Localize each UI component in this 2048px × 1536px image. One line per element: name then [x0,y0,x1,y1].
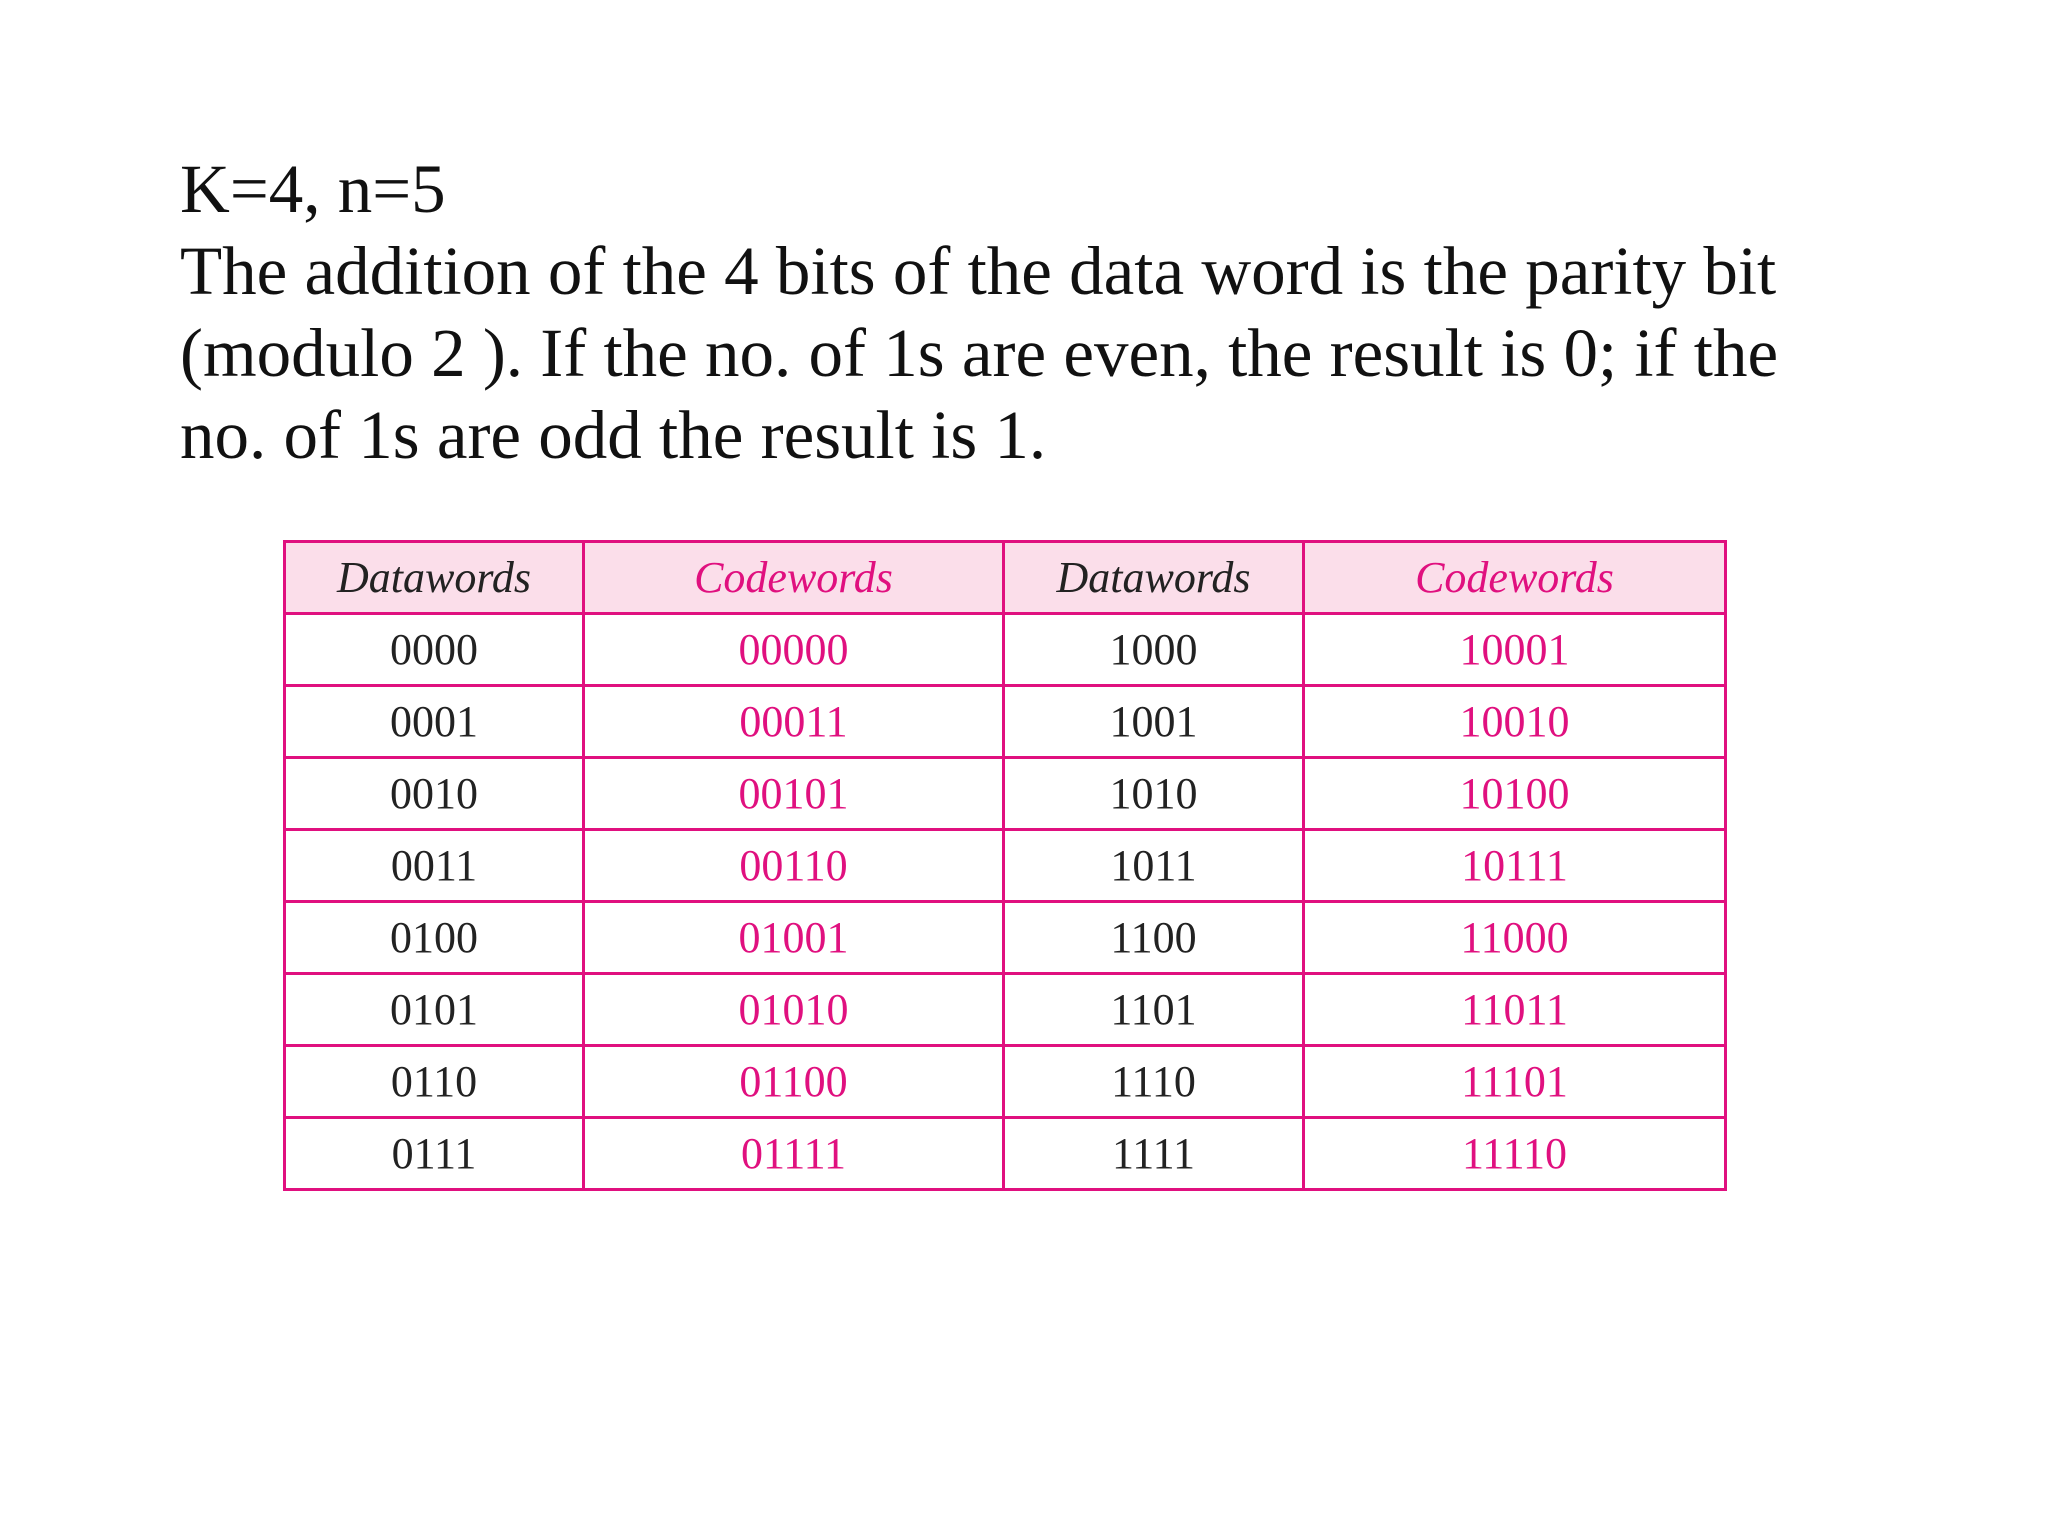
table-row [285,758,1726,830]
parity-description: The addition of the 4 bits of the data word is the parity bit (modulo 2 ). If the no. of 1s are even, the result is 0; if the no. of 1s are odd the result is 1. [180,233,1779,473]
table-header-row [285,542,1726,614]
codeword-cell: 10100 [1304,758,1726,830]
table-row [285,614,1726,686]
dataword-cell: 1001 [1004,686,1304,758]
header-datawords: Datawords [285,542,584,614]
parameters-line: K=4, n=5 [180,151,446,227]
dataword-cell: 1110 [1004,1046,1304,1118]
codeword-cell: 01100 [584,1046,1004,1118]
table-row [285,1118,1726,1190]
dataword-cell: 0100 [285,902,584,974]
table-row [285,830,1726,902]
codeword-cell: 00101 [584,758,1004,830]
dataword-cell: 1011 [1004,830,1304,902]
codeword-cell: 10010 [1304,686,1726,758]
slide-body [180,148,1880,476]
table-row [285,974,1726,1046]
codeword-cell: 01111 [584,1118,1004,1190]
parity-code-table [283,540,1727,1191]
codeword-cell: 11000 [1304,902,1726,974]
codeword-cell: 00110 [584,830,1004,902]
dataword-cell: 0010 [285,758,584,830]
dataword-cell: 1000 [1004,614,1304,686]
dataword-cell: 0000 [285,614,584,686]
codeword-cell: 01001 [584,902,1004,974]
table-row [285,902,1726,974]
dataword-cell: 0111 [285,1118,584,1190]
dataword-cell: 1010 [1004,758,1304,830]
codeword-cell: 00011 [584,686,1004,758]
table-row [285,686,1726,758]
dataword-cell: 0101 [285,974,584,1046]
codeword-cell: 11011 [1304,974,1726,1046]
header-codewords: Codewords [1304,542,1726,614]
header-codewords: Codewords [584,542,1004,614]
dataword-cell: 1101 [1004,974,1304,1046]
codeword-cell: 11101 [1304,1046,1726,1118]
table-row [285,1046,1726,1118]
dataword-cell: 1100 [1004,902,1304,974]
codeword-cell: 10001 [1304,614,1726,686]
codeword-cell: 10111 [1304,830,1726,902]
dataword-cell: 0001 [285,686,584,758]
dataword-cell: 0011 [285,830,584,902]
dataword-cell: 0110 [285,1046,584,1118]
codeword-cell: 01010 [584,974,1004,1046]
codeword-cell: 11110 [1304,1118,1726,1190]
dataword-cell: 1111 [1004,1118,1304,1190]
header-datawords: Datawords [1004,542,1304,614]
codeword-cell: 00000 [584,614,1004,686]
